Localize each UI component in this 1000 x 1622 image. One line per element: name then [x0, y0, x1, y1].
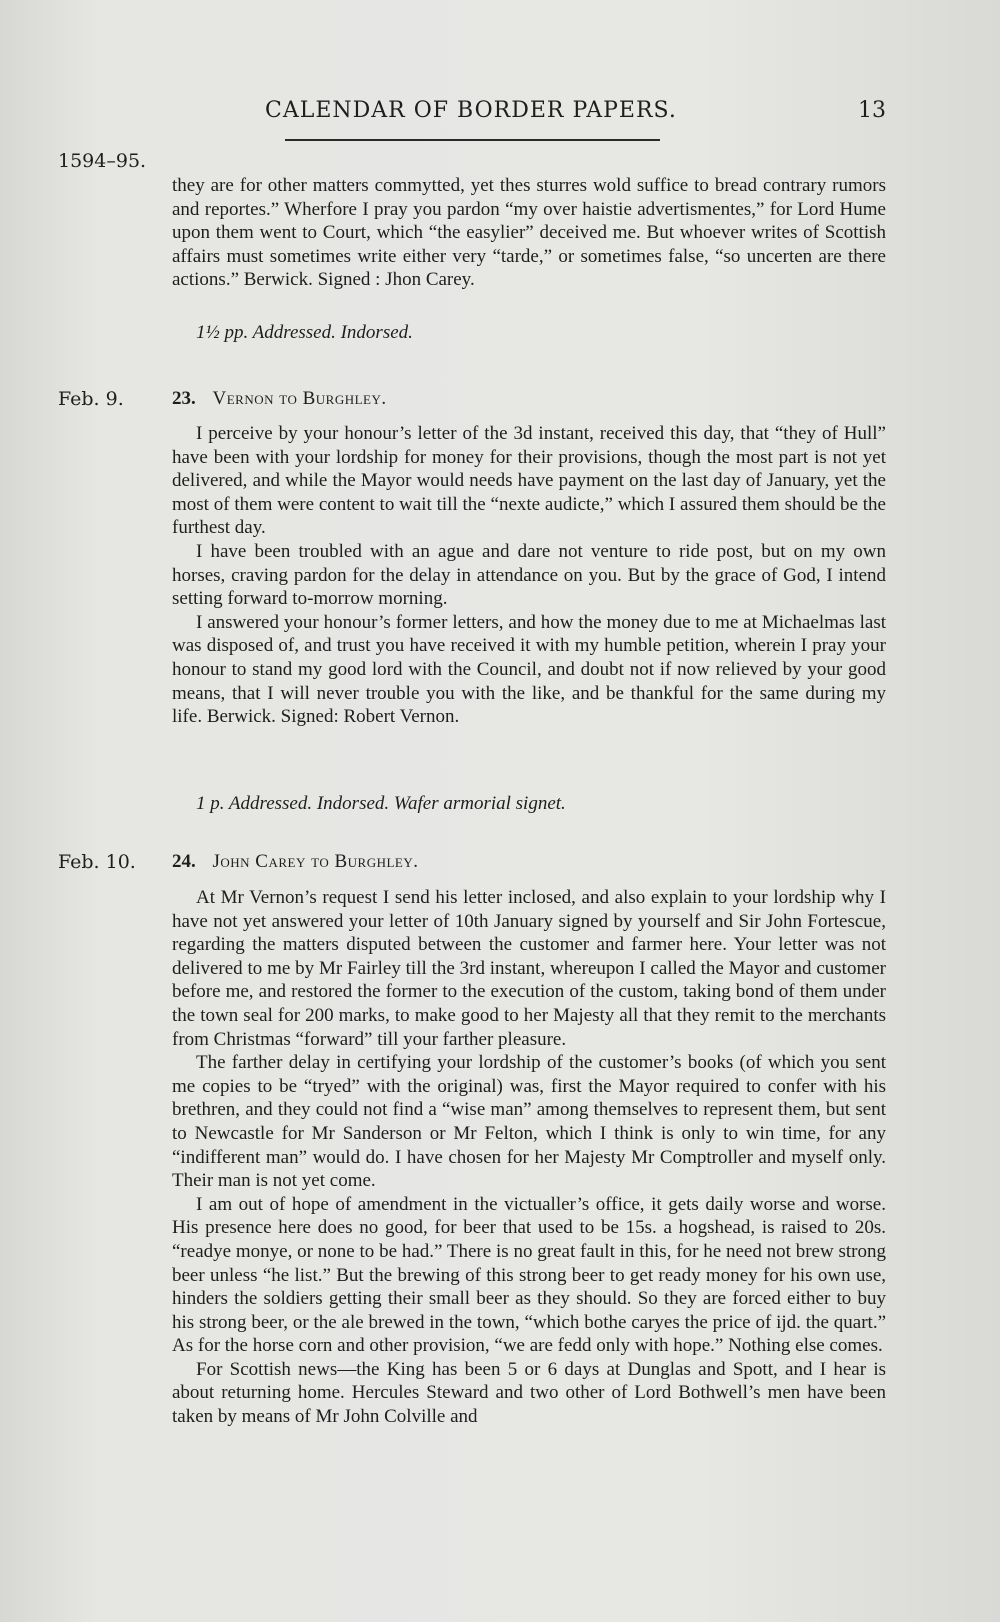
entry-24-paragraph-3: I am out of hope of amendment in the victualler’s office, it gets daily worse and worse. His presence here does no good, for beer that used to be 15s. a hogshead, is raised to 20s. “readye monye, or none to be had.” There is no great fault in this, for he need not brew strong beer unless “he list.” But the brewing of this strong beer to get ready money for his own use, hinders the soldiers getting their small beer as they should. So they are forced either to buy his strong beer, or the ale brewed in the town, “which bothe caryes the price of ijd. the quart.” As for the horse corn and other provision, “we are fedd only with hope.” Nothing else comes.: [172, 1193, 886, 1357]
entry-24-number: 24.: [172, 851, 196, 872]
entry-24-paragraph-1: At Mr Vernon’s request I send his letter inclosed, and also explain to your lordship why I have not yet answered your letter of 10th January signed by yourself and Sir John Fortescue, regarding the matters disputed between the customer and farmer here. Your letter was not delivered to me by Mr Fairley till the 3rd instant, whereupon I called the Mayor and customer before me, and restored the former to the execution of the custom, taking bond of them under the town seal for 200 marks, to make good to her Majesty all that they remit to the merchants from Christmas “forward” till your farther pleasure.: [172, 887, 886, 1050]
running-title: CALENDAR OF BORDER PAPERS.: [265, 98, 677, 123]
entry-23-paragraph-3: I answered your honour’s former letters, and how the money due to me at Michaelmas last was disposed of, and trust you have received it with my humble petition, wherein I pray your honour to stand my good lord with the Council, and doubt not if now relieved by your good means, that I will never trouble you with the like, and be thankful for the same during my life. Berwick. Signed: Robert Vernon.: [172, 611, 886, 728]
entry-23-number: 23.: [172, 388, 196, 409]
entry-24-paragraph-2: The farther delay in certifying your lordship of the customer’s books (of which you sent me copies to be “tryed” with the original) was, first the Mayor required to confer with his brethren, and they could not find a “wise man” among themselves to represent them, but sent to Newcastle for Mr Sanderson or Mr Felton, which I think is only to win time, for any “indifferent man” would do. I have chosen for her Majesty Mr Comptroller and myself only. Their man is not yet come.: [172, 1052, 886, 1192]
margin-date-feb9: Feb. 9.: [58, 388, 124, 410]
entry-23-note: 1 p. Addressed. Indorsed. Wafer armorial signet.: [196, 793, 566, 814]
entry-24-body: [172, 886, 886, 1429]
entry-23-title: Vernon to Burghley.: [212, 388, 387, 409]
page-number: 13: [858, 98, 886, 123]
entry-23-body: [172, 422, 886, 729]
entry-23-paragraph-2: I have been troubled with an ague and dare not venture to ride post, but on my own horses, craving pardon for the delay in attendance on you. But by the grace of God, I intend setting forward to-morrow morning.: [172, 540, 886, 610]
entry-24-title: John Carey to Burghley.: [212, 851, 419, 872]
continuation-note: 1½ pp. Addressed. Indorsed.: [196, 322, 413, 343]
entry-24-paragraph-4: For Scottish news—the King has been 5 or 6 days at Dunglas and Spott, and I hear is about returning home. Hercules Steward and two other of Lord Bothwell’s men have been taken by means of Mr John Colville and: [172, 1358, 886, 1428]
margin-date-feb10: Feb. 10.: [58, 851, 136, 873]
continuation-text: [172, 174, 886, 292]
entry-24-heading: [172, 851, 419, 873]
page-header: [0, 98, 1000, 130]
header-rule: [285, 139, 660, 141]
margin-year: 1594–95.: [58, 150, 147, 172]
entry-23-paragraph-1: I perceive by your honour’s letter of the 3d instant, received this day, that “they of Hull” have been with your lordship for money for their provisions, though the most part is not yet delivered, and while the Mayor would needs have payment on the last day of January, yet the most of them were content to wait till the “nexte audicte,” which I assured them should be the furthest day.: [172, 423, 886, 539]
entry-23-heading: [172, 388, 387, 410]
continuation-paragraph: they are for other matters commytted, yet thes sturres wold suffice to bread contrary rumors and reportes.” Wherfore I pray you pardon “my over haistie advertismentes,” for Lord Hume upon them went to Court, which “the easylier” deceived me. But whoever writes of Scottish affairs must sometimes write either very “tarde,” or sometimes false, “so uncerten are there actions.” Berwick. Signed : Jhon Carey.: [172, 175, 886, 291]
